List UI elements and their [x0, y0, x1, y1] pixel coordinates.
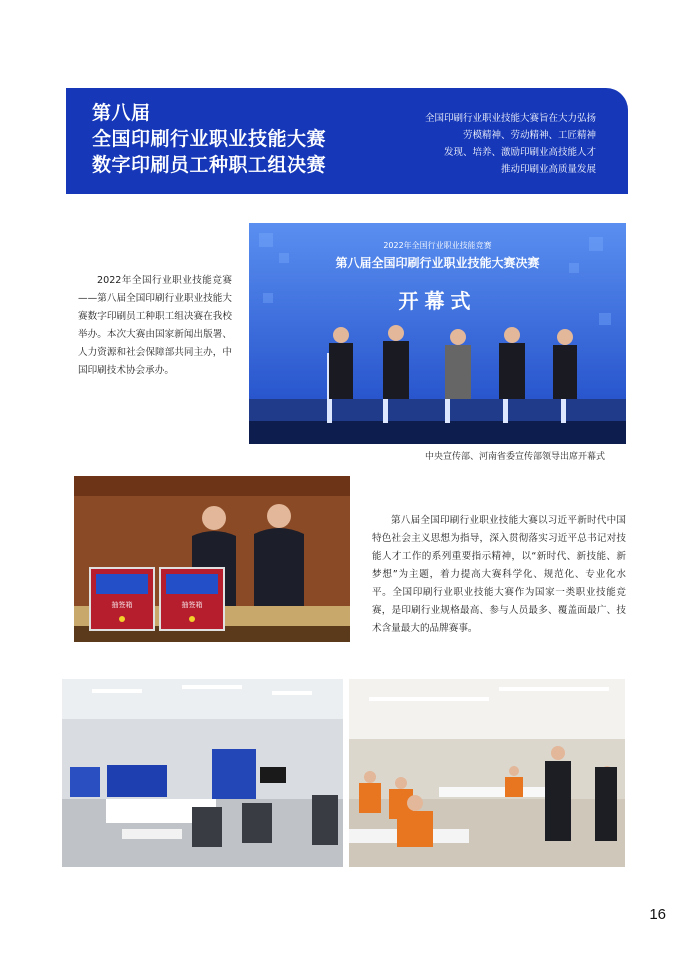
- banner-title-line: 全国印刷行业职业技能大赛: [92, 128, 327, 150]
- banner-title-line: 数字印刷员工种职工组决赛: [92, 154, 327, 176]
- banner-title-line: 第八届: [92, 102, 151, 124]
- screen-line-1: 2022年全国行业职业技能竞赛: [383, 241, 492, 250]
- photo-opening-ceremony: [249, 223, 626, 444]
- screen-line-3: 开幕式: [398, 289, 477, 313]
- photo1-caption: 中央宣传部、河南省委宣传部领导出席开幕式: [425, 452, 606, 462]
- body-paragraph: 第八届全国印刷行业职业技能大赛以习近平新时代中国特色社会主义思想为指导，深入贯彻落实习近平总书记对技能人才工作的系列重要指示精神，以“新时代、新技能、新梦想”为主题，着力提高大赛科学化、规范化、专业化水平。全国印刷行业职业技能大赛作为国家一类职业技能竞赛，是印刷行业规格最高、参与人员最多、覆盖面最广、技术含量最大的品牌赛事。: [372, 515, 626, 634]
- screen-line-2: 第八届全国印刷行业职业技能大赛决赛: [335, 256, 540, 270]
- slogan-line: 推动印刷业高质量发展: [500, 164, 596, 175]
- draw-box-label: 抽签箱: [181, 601, 203, 609]
- intro-paragraph: 2022年全国行业职业技能竞赛——第八届全国印刷行业职业技能大赛数字印刷员工种职工组决赛在我校举办。本次大赛由国家新闻出版署、人力资源和社会保障部共同主办，中国印刷技术协会承办。: [78, 275, 232, 376]
- slogan-line: 发现、培养、激励印刷业高技能人才: [443, 147, 596, 158]
- draw-box-label: 抽签箱: [111, 601, 133, 609]
- banner-title: [92, 100, 326, 178]
- header-banner: [66, 88, 628, 194]
- page-number: 16: [649, 906, 666, 923]
- photo-competition-room: [62, 679, 343, 867]
- photo-draw-box: [74, 476, 350, 642]
- banner-slogan: [425, 110, 596, 178]
- slogan-line: 劳模精神、劳动精神、工匠精神: [462, 130, 596, 141]
- slogan-line: 全国印刷行业职业技能大赛旨在大力弘扬: [424, 113, 596, 124]
- photo-contestants: [349, 679, 625, 867]
